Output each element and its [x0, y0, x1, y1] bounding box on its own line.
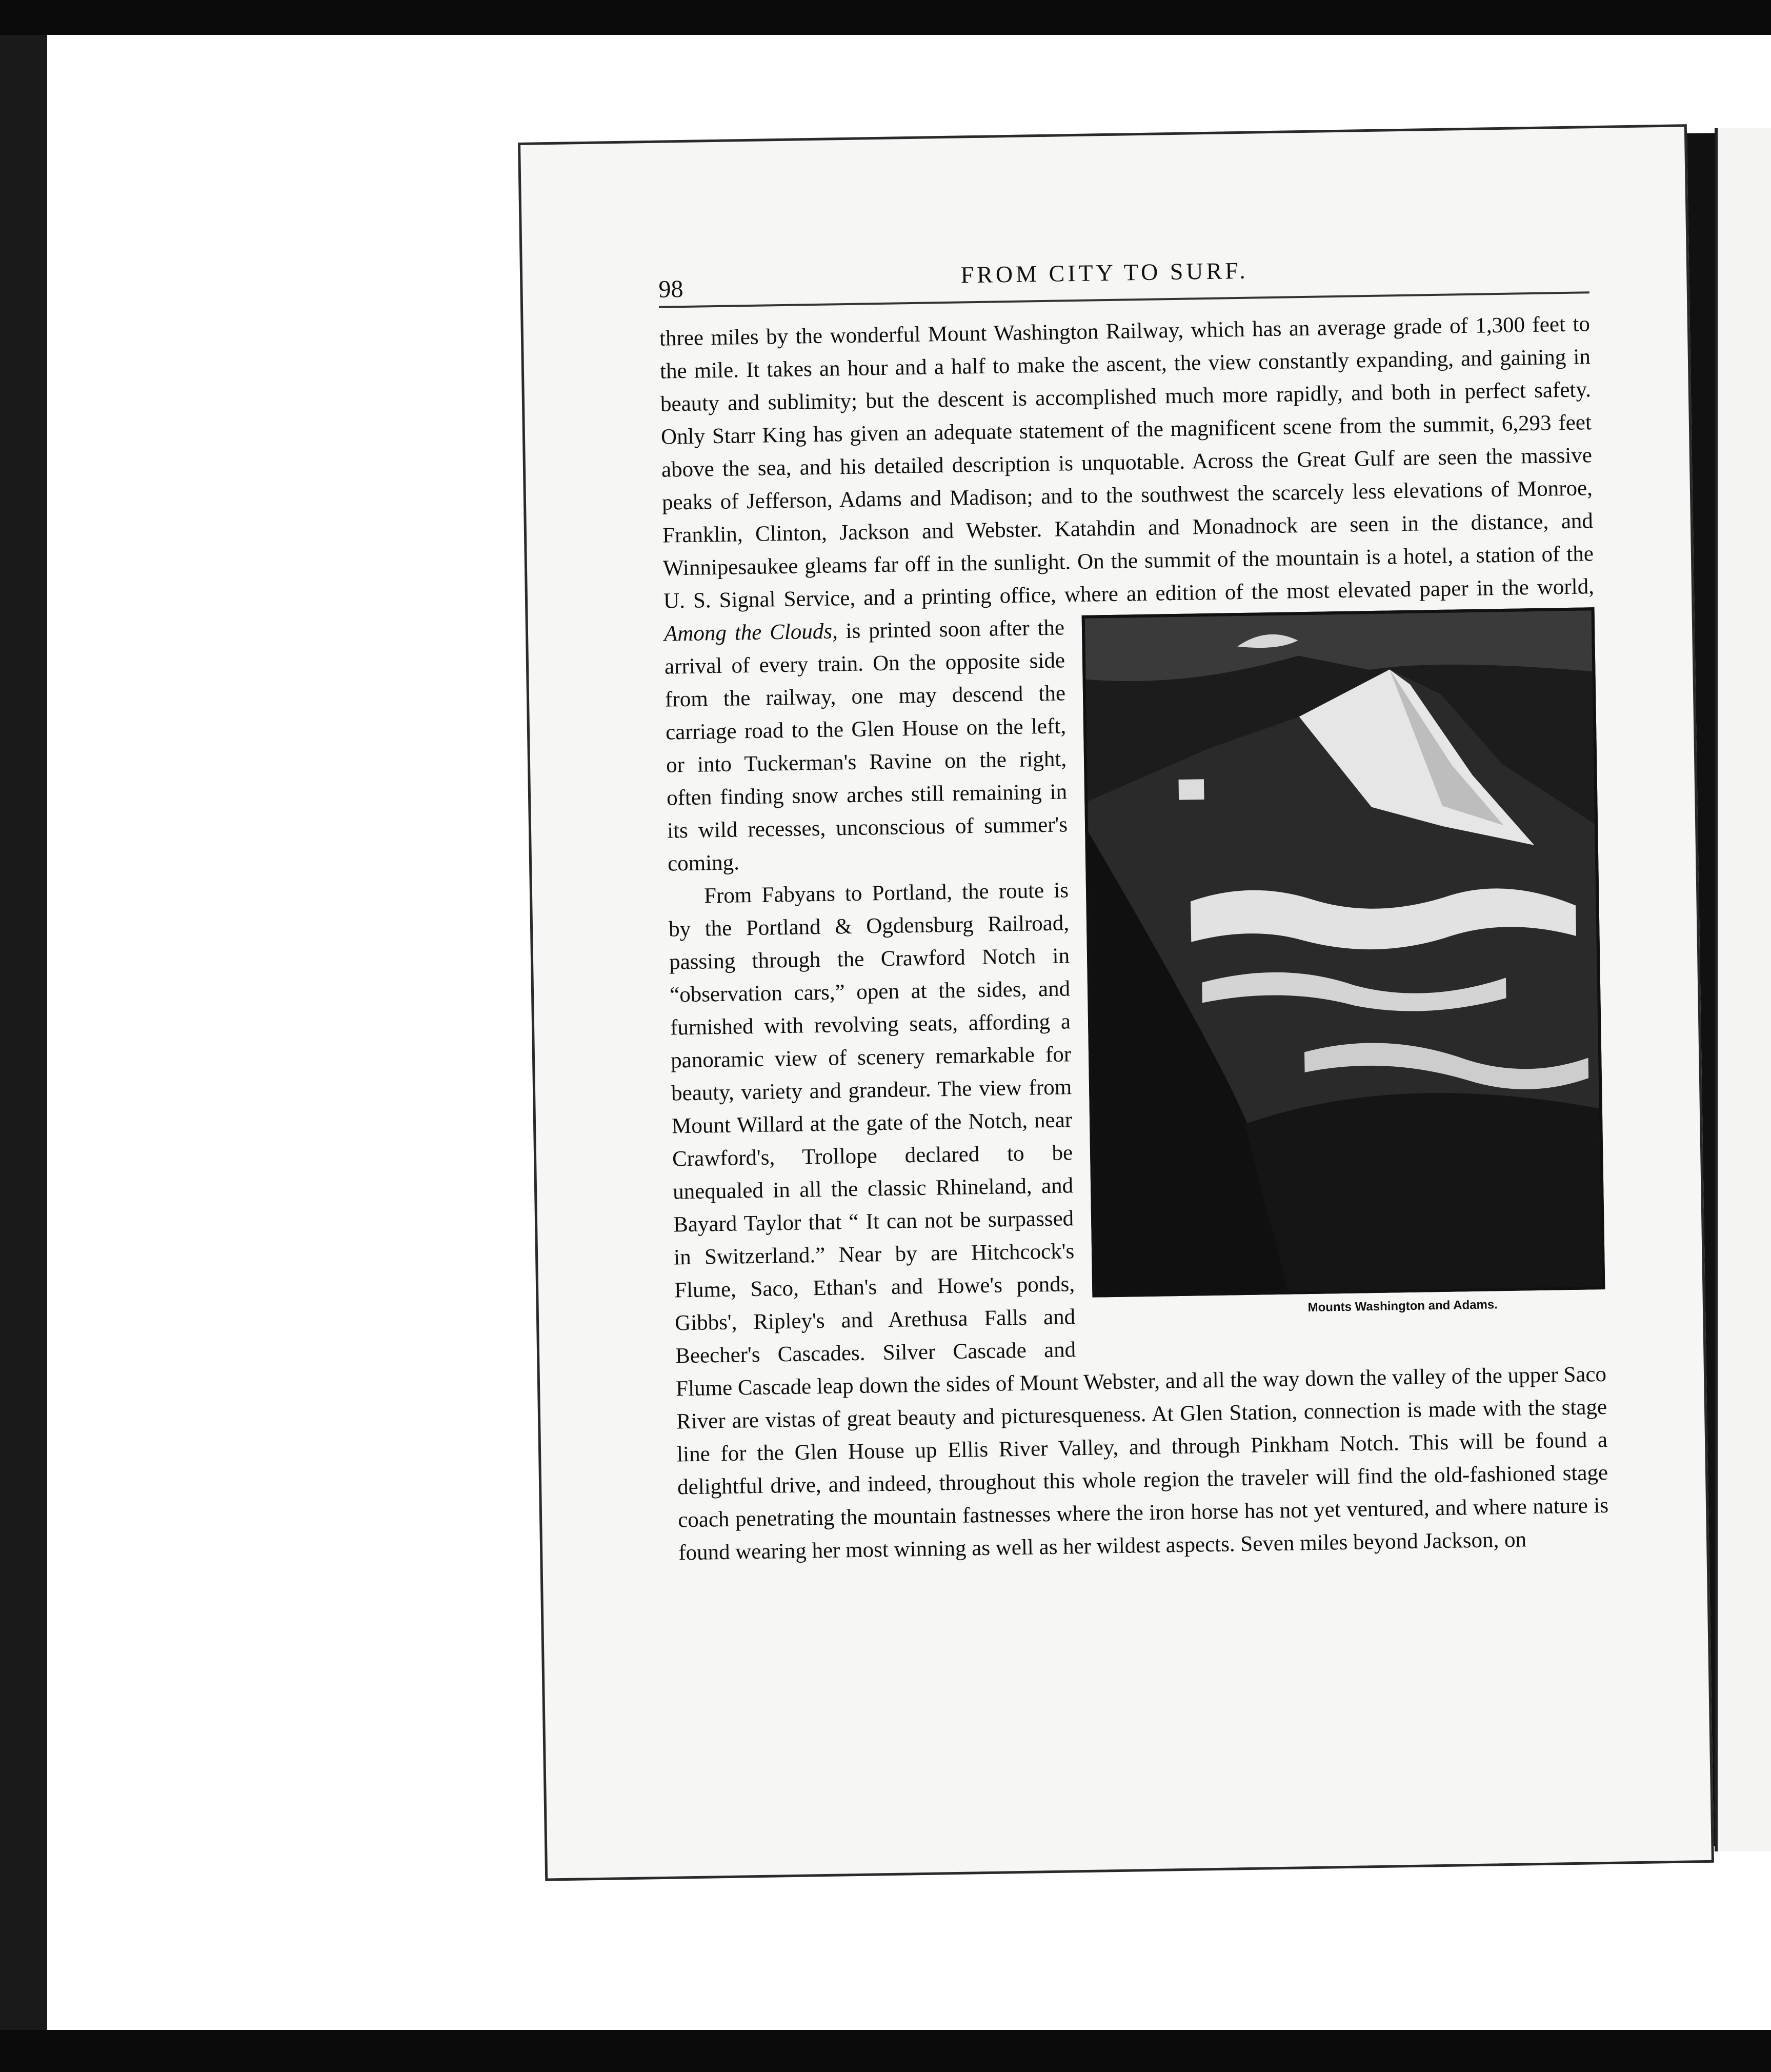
book-page — [518, 124, 1714, 1881]
mountain-illustration — [1082, 607, 1605, 1298]
paragraph-1-start: three miles by the wonderful Mount Washington Railway, which has an average grade of 1,300 feet to the mile. It takes an hour and a half to make the ascent, the view constantly expanding, and gaining in beauty and sublimity; but the descent is accomplished much more rapidly, and both in perfect safety. Only Starr King has given an adequate statement of the magnificent scene from the summit, 6,293 feet above the sea, and his detailed description is unquotable. Across the Great Gulf are seen the massive peaks of Jefferson, Adams and Madison; and to the southwest the scarcely less elevations of Monroe, Franklin, Clinton, Jackson and Webster. Katahdin and Monadnock are seen in the distance, and Winnipesaukee gleams far off in the sunlight. On the summit of the mountain is a hotel, a station of the U. S. Signal Service, and a printing office, where an edition of the most elevated paper in the world, — [659, 312, 1595, 613]
scan-top-border — [0, 0, 1771, 35]
scan-left-border — [0, 35, 47, 2030]
paragraph-2: From Fabyans to Portland, the route is by the Portland & Ogdensburg Railroad, passing through the Crawford Notch in “observation cars,” open at the sides, and furnished with revolving seats, affording a panoramic view of scenery remarkable for beauty, variety and grandeur. The view from Mount Willard at the gate of the Notch, near Crawford's, Trollope declared to be unequaled in all the classic Rhineland, and Bayard Taylor that “ It can not be surpassed in Switzerland.” Near by are Hitchcock's Flume, Saco, Ethan's and Howe's ponds, Gibbs', Ripley's and Arethusa Falls and Beecher's Cascades. Silver Cascade and Flume Cascade leap down the sides of Mount Webster, and all the way down the valley of the upper Saco River are vistas of great beauty and picturesqueness. At Glen Station, connection is made with the stage line for the Glen House up Ellis River Valley, and through Pinkham Notch. This will be found a delightful drive, and indeed, throughout this whole region the traveler will find the old-fashioned stage coach penetrating the mountain fastnesses where the iron horse has not yet ventured, and where nature is found wearing her most winning as well as her wildest aspects. Seven miles beyond Jackson, on — [668, 878, 1609, 1565]
paragraph-1-end: is printed soon after the arrival of every train. On the opposite side from the railway, one may descend the carriage road to the Glen House on the left, or into Tuckerman's Ravine on the right, often finding snow arches still remaining in its wild recesses, unconscious of summer's coming. — [664, 615, 1068, 876]
figure — [1082, 607, 1606, 1333]
scan-bottom-border — [0, 2030, 1771, 2072]
page-number: 98 — [658, 275, 683, 303]
header-rule — [659, 291, 1589, 308]
running-head: FROM CITY TO SURF. — [960, 257, 1249, 288]
figure-caption: Mounts Washington and Adams. — [1307, 1298, 1498, 1315]
body-text — [659, 308, 1609, 1569]
paper-title: Among the Clouds, — [663, 619, 838, 646]
adjacent-page-edge — [1715, 128, 1771, 1851]
